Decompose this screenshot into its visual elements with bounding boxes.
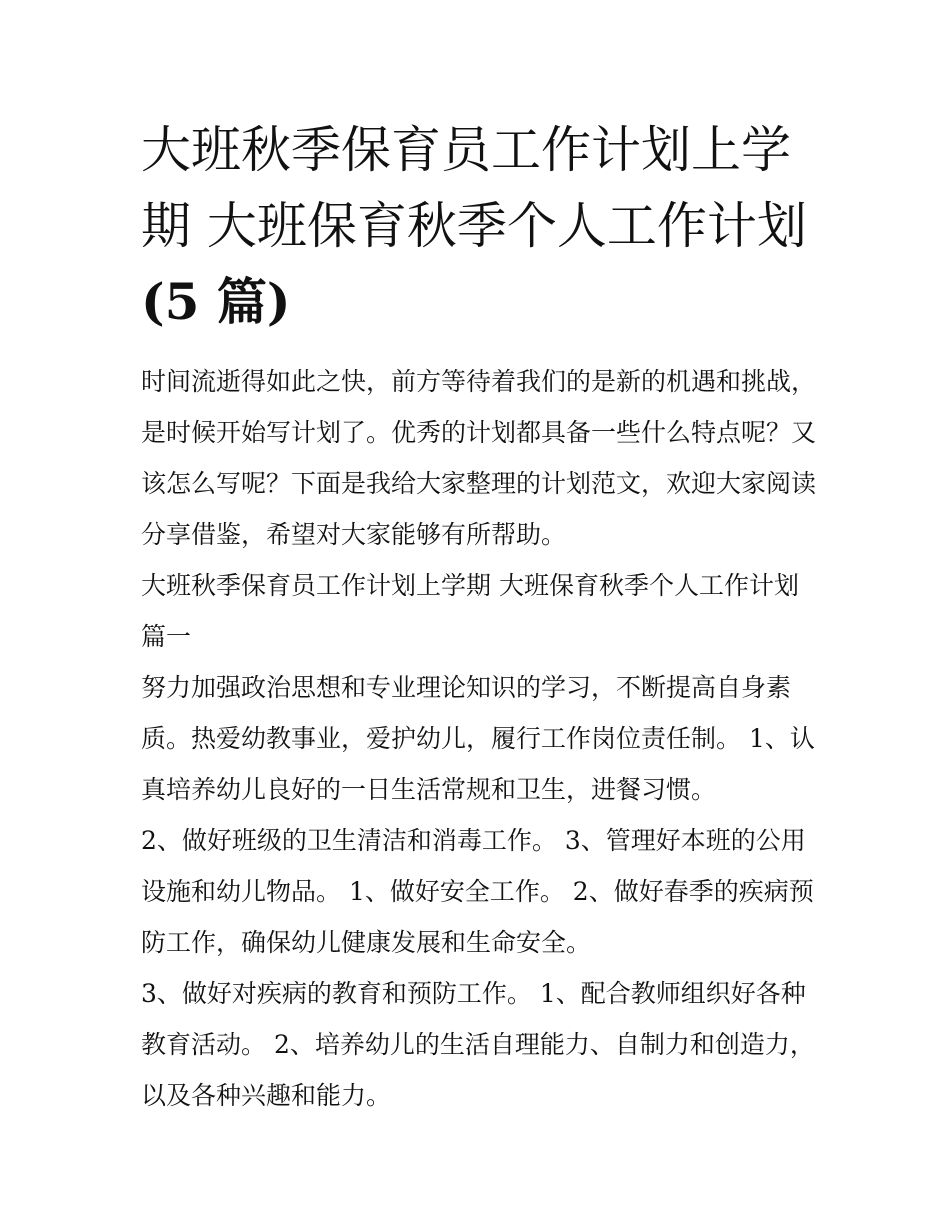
body-line: 时间流逝得如此之快，前方等待着我们的是新的机遇和挑战， (141, 367, 817, 396)
body-line: 3、做好对疾病的教育和预防工作。 1、配合教师组织好各种 (141, 979, 806, 1008)
document-body (141, 356, 831, 1121)
body-line: 是时候开始写计划了。优秀的计划都具备一些什么特点呢？又 (141, 418, 817, 447)
body-line: 以及各种兴趣和能力。 (141, 1081, 392, 1110)
document-title (141, 112, 821, 340)
title-line-1: 大班秋季保育员工作计划上学 (141, 121, 791, 179)
body-line: 该怎么写呢？下面是我给大家整理的计划范文，欢迎大家阅读 (141, 469, 817, 498)
body-line: 防工作，确保幼儿健康发展和生命安全。 (141, 928, 592, 957)
body-line: 设施和幼儿物品。 1、做好安全工作。 2、做好春季的疾病预 (141, 877, 814, 906)
section-heading-line: 篇一 (141, 622, 192, 651)
body-line: 分享借鉴，希望对大家能够有所帮助。 (141, 520, 567, 549)
title-line-2: 期 大班保育秋季个人工作计划 (141, 197, 807, 255)
section-heading-line: 大班秋季保育员工作计划上学期 大班保育秋季个人工作计划 (141, 571, 799, 600)
body-line: 教育活动。 2、培养幼儿的生活自理能力、自制力和创造力， (141, 1030, 815, 1059)
body-line: 真培养幼儿良好的一日生活常规和卫生，进餐习惯。 (141, 775, 717, 804)
body-line: 努力加强政治思想和专业理论知识的学习，不断提高自身素 (141, 673, 792, 702)
body-line: 2、做好班级的卫生清洁和消毒工作。 3、管理好本班的公用 (141, 826, 806, 855)
title-line-3: (5 篇) (141, 272, 291, 331)
body-line: 质。热爱幼教事业，爱护幼儿，履行工作岗位责任制。 1、认 (141, 724, 815, 753)
